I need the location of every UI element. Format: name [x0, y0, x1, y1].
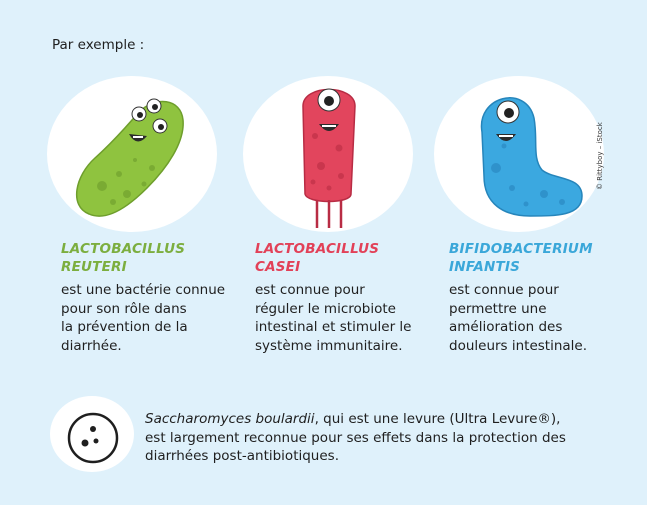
photo-credit: © Rittyboy – iStock — [596, 122, 604, 190]
desc-line: pour son rôle dans — [61, 300, 187, 317]
reuteri-name-line1: LACTOBACILLUS — [61, 241, 186, 257]
infantis-name-line1: BIFIDOBACTERIUM — [449, 241, 593, 257]
desc-line: est connue pour — [255, 282, 365, 298]
red-bacterium-illustration — [243, 76, 413, 232]
yeast-line2: est largement reconnue pour ses effets dans la protection des — [145, 429, 566, 446]
infantis-description — [449, 281, 629, 355]
reuteri-description — [61, 281, 241, 355]
casei-name-line1: LACTOBACILLUS — [255, 241, 380, 257]
desc-line: permettre une — [449, 300, 547, 317]
desc-line: la prévention de la — [61, 319, 188, 335]
yeast-cell-icon — [66, 411, 120, 465]
yeast-line3: diarrhées post-antibiotiques. — [145, 448, 339, 464]
reuteri-illustration-circle — [47, 76, 217, 232]
yeast-line1-rest: , qui est une levure (Ultra Levure®), — [314, 411, 561, 427]
desc-line: est une bactérie connue — [61, 282, 226, 298]
desc-line: intestinal et stimuler le — [255, 319, 412, 335]
desc-line: diarrhée. — [61, 337, 122, 354]
green-bacterium-illustration — [47, 76, 217, 232]
desc-line: réguler le microbiote — [255, 300, 396, 317]
desc-line: douleurs intestinale. — [449, 337, 588, 354]
reuteri-name — [61, 240, 241, 276]
yeast-line1 — [145, 410, 605, 429]
infantis-name — [449, 240, 629, 276]
yeast-description — [145, 410, 605, 466]
blue-bacterium-illustration — [434, 76, 604, 232]
infantis-illustration-circle — [434, 76, 604, 232]
casei-illustration-circle — [243, 76, 413, 232]
infantis-name-line2: INFANTIS — [449, 259, 521, 275]
casei-description — [255, 281, 435, 355]
yeast-name: Saccharomyces boulardii — [145, 411, 315, 427]
desc-line: est connue pour — [449, 282, 559, 298]
desc-line: système immunitaire. — [255, 337, 403, 354]
casei-name — [255, 240, 435, 276]
casei-name-line2: CASEI — [255, 259, 301, 275]
desc-line: amélioration des — [449, 319, 563, 335]
reuteri-name-line2: REUTERI — [61, 259, 127, 275]
infantis-block — [449, 240, 629, 355]
intro-text: Par exemple : — [52, 37, 145, 53]
reuteri-block — [61, 240, 241, 355]
casei-block — [255, 240, 435, 355]
